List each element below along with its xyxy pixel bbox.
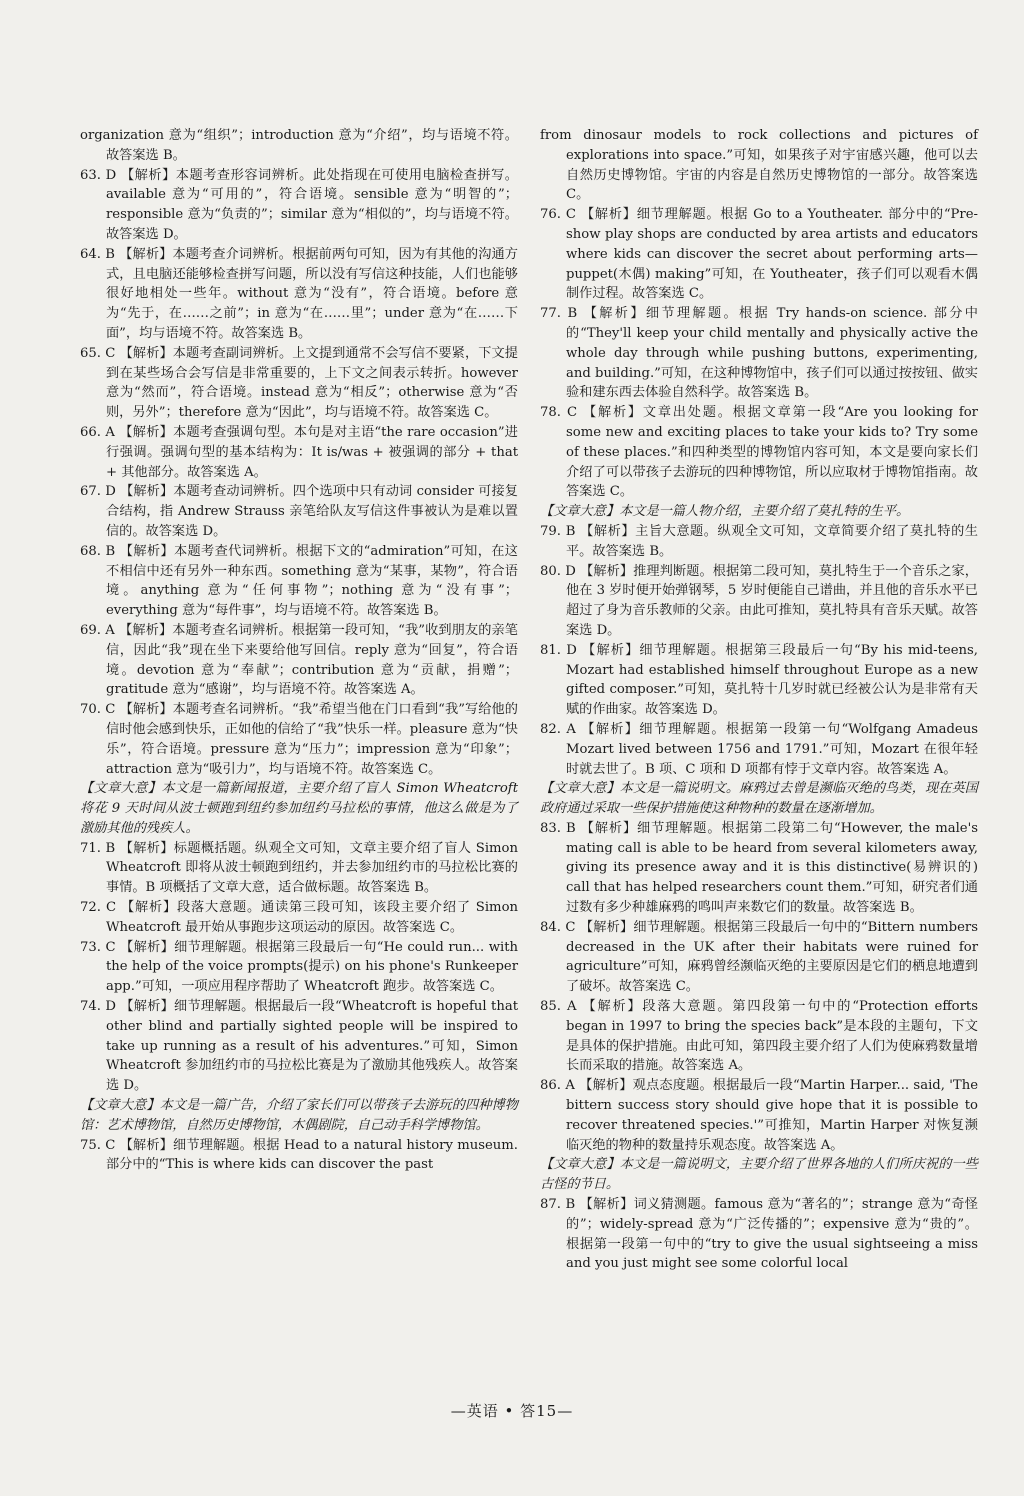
- answer-entry: 83. B 【解析】细节理解题。根据第二段第二句“However, the male's mating call is able to be heard from several kilometers away, giving its presence away and it is this distinctive(易辨识的) call that has helped researchers count them.”可知，研究者们通过数有多少种雄麻鸦的鸣叫声来数它们的数量。故答案选 B。: [540, 820, 978, 916]
- answer-entry: 69. A 【解析】本题考查名词辨析。根据第一段可知，“我”收到朋友的亲笔信，因此“我”现在坐下来要给他写回信。reply 意为“回复”，符合语境。devotion 意为“奉献”；contribution 意为“贡献，捐赠”；gratitude 意为“感谢”，均与语境不符。故答案选 A。: [80, 622, 518, 698]
- answer-entry: 74. D 【解析】细节理解题。根据最后一段“Wheatcroft is hopeful that other blind and partially sighted people will be inspired to take up running as a result of his adventures.”可知，Simon Wheatcroft 参加纽约市的马拉松比赛是为了激励其他残疾人。故答案选 D。: [80, 999, 518, 1094]
- answer-entry: 81. D 【解析】细节理解题。根据第三段最后一句“By his mid-teens, Mozart had established himself throughout Europe as a new gifted composer.”可知，莫扎特十几岁时就已经被公认为是非常有天赋的作曲家。故答案选 D。: [540, 642, 978, 718]
- article-summary: 【文章大意】本文是一篇说明文，主要介绍了世界各地的人们所庆祝的一些古怪的节日。: [540, 1157, 978, 1193]
- answer-entry: 70. C 【解析】本题考查名词辨析。“我”希望当他在门口看到“我”写给他的信时他会感到快乐，正如他的信给了“我”快乐一样。pleasure 意为“快乐”，符合语境。pressure 意为“压力”；impression 意为“印象”；attraction 意为“吸引力”，均与语境不符。故答案选 C。: [80, 702, 518, 777]
- left-column: [80, 126, 518, 1175]
- article-summary: 【文章大意】本文是一篇说明文。麻鸦过去曾是濒临灭绝的鸟类，现在英国政府通过采取一些保护措施使这种物种的数量在逐渐增加。: [540, 781, 978, 817]
- answer-entry: 66. A 【解析】本题考查强调句型。本句是对主语“the rare occasion”进行强调。强调句型的基本结构为：It is/was + 被强调的部分 + that + 其他部分。故答案选 A。: [80, 424, 518, 480]
- answer-entry: 71. B 【解析】标题概括题。纵观全文可知，文章主要介绍了盲人 Simon Wheatcroft 即将从波士顿跑到纽约，并去参加纽约市的马拉松比赛的事情。B 项概括了文章大意，适合做标题。故答案选 B。: [80, 840, 518, 896]
- answer-entry: 78. C 【解析】文章出处题。根据文章第一段“Are you looking for some new and exciting places to take your kids to? Try some of these places.”和四种类型的博物馆内容可知，本文是要向家长们介绍了可以带孩子去游玩的四种博物馆，所以应取材于博物馆指南。故答案选 C。: [540, 405, 978, 500]
- article-summary: 【文章大意】本文是一篇广告，介绍了家长们可以带孩子去游玩的四种博物馆：艺术博物馆，自然历史博物馆，木偶剧院，自己动手科学博物馆。: [80, 1098, 518, 1133]
- answer-entry: 86. A 【解析】观点态度题。根据最后一段“Martin Harper... said, 'The bittern success story should give hope that it is possible to recover threatened species.'”可推知，Martin Harper 对恢复濒临灭绝的物种的数量持乐观态度。故答案选 A。: [540, 1078, 978, 1153]
- right-column: [540, 126, 978, 1274]
- answer-entry: 67. D 【解析】本题考查动词辨析。四个选项中只有动词 consider 可接复合结构，指 Andrew Strauss 亲笔给队友写信这件事被认为是难以置信的。故答案选 D。: [80, 484, 518, 539]
- article-summary: 【文章大意】本文是一篇人物介绍，主要介绍了莫扎特的生平。: [540, 504, 910, 520]
- answer-entry: 65. C 【解析】本题考查副词辨析。上文提到通常不会写信不要紧，下文提到在某些场合会写信是非常重要的，上下文之间表示转折。however 意为“然而”，符合语境。instead 意为“相反”；otherwise 意为“否则，另外”；therefore 意为“因此”，均与语境不符。故答案选 C。: [80, 345, 518, 421]
- article-summary: 【文章大意】本文是一篇新闻报道，主要介绍了盲人 Simon Wheatcroft 将花 9 天时间从波士顿跑到纽约参加纽约马拉松的事情，他这么做是为了激励其他的残疾人。: [80, 781, 518, 836]
- answer-entry: organization 意为“组织”；introduction 意为“介绍”，均与语境不符。故答案选 B。: [80, 128, 518, 163]
- answer-entry: 80. D 【解析】推理判断题。根据第二段可知，莫扎特生于一个音乐之家，他在 3 岁时便开始弹钢琴，5 岁时便能自己谱曲，并且他的音乐水平已超过了身为音乐教师的父亲。由此可推知，莫扎特具有音乐天赋。故答案选 D。: [540, 563, 978, 638]
- answer-entry: 75. C 【解析】细节理解题。根据 Head to a natural history museum. 部分中的“This is where kids can discover the past: [80, 1137, 518, 1173]
- answer-entry: 84. C 【解析】细节理解题。根据第三段最后一句中的“Bittern numbers decreased in the UK after their habitats were ruined for agriculture”可知，麻鸦曾经濒临灭绝的主要原因是它们的栖息地遭到了破坏。故答案选 C。: [540, 919, 978, 995]
- answer-entry: 82. A 【解析】细节理解题。根据第一段第一句“Wolfgang Amadeus Mozart lived between 1756 and 1791.”可知，Mozart 在很年轻时就去世了。B 项、C 项和 D 项都有悖于文章内容。故答案选 A。: [540, 721, 978, 777]
- answer-entry: 77. B 【解析】细节理解题。根据 Try hands-on science. 部分中的“They'll keep your child mentally and physically active the whole day through while pushing buttons, experimenting, and building.”可知，在这种博物馆中，孩子们可以通过按按钮、做实验和建东西去体验自然科学。故答案选 B。: [540, 306, 978, 401]
- page-footer: —英语 • 答15—: [450, 1402, 574, 1420]
- answer-entry: 87. B 【解析】词义猜测题。famous 意为“著名的”；strange 意为“奇怪的”；widely-spread 意为“广泛传播的”；expensive 意为“贵的”。根据第一段第一句中的“try to give the usual sightseeing a miss and you just might see some colorful local: [540, 1197, 978, 1272]
- answer-entry: 76. C 【解析】细节理解题。根据 Go to a Youtheater. 部分中的“Pre-show play shops are conducted by area artists and educators where kids can discover the secret about performing arts—puppet(木偶) making”可知，在 Youtheater，孩子们可以观看木偶制作过程。故答案选 C。: [540, 207, 978, 302]
- answer-entry: 68. B 【解析】本题考查代词辨析。根据下文的“admiration”可知，在这不相信中还有另外一种东西。something 意为“某事，某物”，符合语境。anything 意为“任何事物”；nothing 意为“没有事”；everything 意为“每件事”，均与语境不符。故答案选 B。: [80, 543, 518, 619]
- answer-entry: 79. B 【解析】主旨大意题。纵观全文可知，文章简要介绍了莫扎特的生平。故答案选 B。: [540, 523, 978, 559]
- answer-entry: 63. D 【解析】本题考查形容词辨析。此处指现在可使用电脑检查拼写。available 意为“可用的”，符合语境。sensible 意为“明智的”；responsible 意为“负责的”；similar 意为“相似的”，均与语境不符。故答案选 D。: [80, 167, 518, 242]
- answer-entry: from dinosaur models to rock collections and pictures of explorations into space.”可知，如果孩子对宇宙感兴趣，他可以去自然历史博物馆。宇宙的内容是自然历史博物馆的一部分。故答案选 C。: [540, 128, 978, 203]
- answer-entry: 64. B 【解析】本题考查介词辨析。根据前两句可知，因为有其他的沟通方式，且电脑还能够检查拼写问题，所以没有写信这种技能，人们也能够很好地相处一些年。without 意为“没有”，符合语境。before 意为“先于，在……之前”；in 意为“在……里”；under 意为“在……下面”，均与语境不符。故答案选 B。: [80, 246, 518, 341]
- answer-entry: 85. A 【解析】段落大意题。第四段第一句中的“Protection efforts began in 1997 to bring the species back”是本段的主题句，下文是具体的保护措施。由此可知，第四段主要介绍了人们为使麻鸦数量增长而采取的措施。故答案选 A。: [540, 999, 978, 1074]
- answer-entry: 73. C 【解析】细节理解题。根据第三段最后一句“He could run... with the help of the voice prompts(提示) on his phone's Runkeeper app.”可知，一项应用程序帮助了 Wheatcroft 跑步。故答案选 C。: [80, 939, 518, 995]
- answer-entry: 72. C 【解析】段落大意题。通读第三段可知，该段主要介绍了 Simon Wheatcroft 最开始从事跑步这项运动的原因。故答案选 C。: [80, 900, 518, 935]
